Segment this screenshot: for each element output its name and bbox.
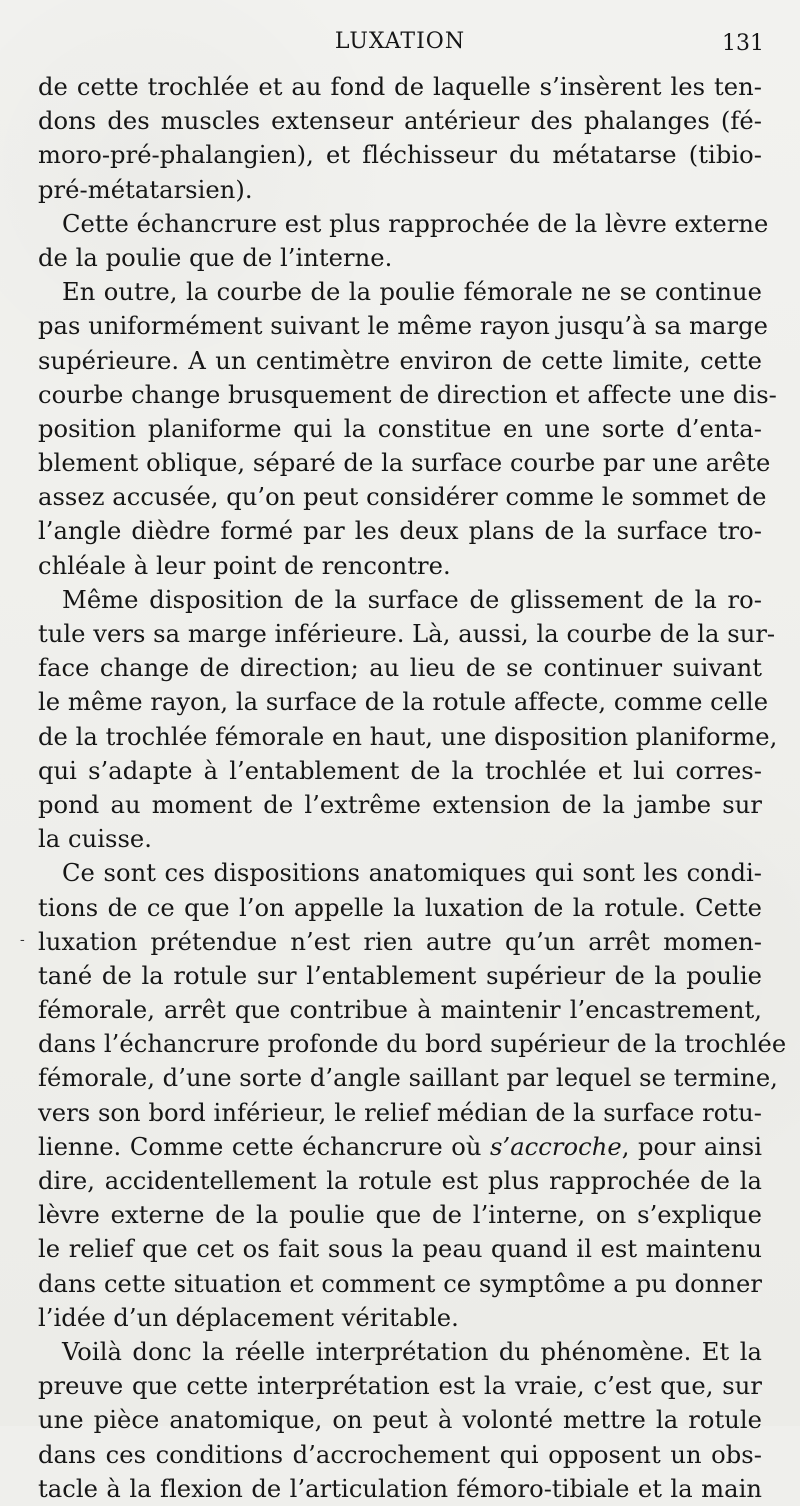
text-line: l’angle dièdre formé par les deux plans de la surface tro- bbox=[38, 517, 762, 546]
text-line: le même rayon, la surface de la rotule affecte, comme celle bbox=[38, 688, 769, 717]
text-line: tions de ce que l’on appelle la luxation de la rotule. Cette bbox=[38, 893, 762, 922]
text-line: la cuisse. bbox=[38, 825, 153, 854]
text-line: assez accusée, qu’on peut considérer comme le sommet de bbox=[38, 483, 767, 512]
text-line: vers son bord inférieur, le relief médian de la surface rotu- bbox=[38, 1098, 762, 1127]
page-number: 131 bbox=[722, 31, 764, 56]
text-line: pré-métatarsien). bbox=[38, 175, 253, 204]
text-line: luxation prétendue n’est rien autre qu’un arrêt momen- bbox=[38, 927, 762, 956]
margin-mark: - bbox=[20, 932, 25, 948]
text-line: de la poulie que de l’interne. bbox=[38, 243, 393, 272]
text-line: l’idée d’un déplacement véritable. bbox=[38, 1303, 459, 1332]
text-line: de cette trochlée et au fond de laquelle s’insèrent les ten- bbox=[38, 73, 762, 101]
text-line: preuve que cette interprétation est la vraie, c’est que, sur bbox=[38, 1372, 762, 1401]
text-line: une pièce anatomique, on peut à volonté mettre la rotule bbox=[38, 1406, 762, 1435]
text-line: dans ces conditions d’accrochement qui opposent un obs- bbox=[38, 1440, 762, 1469]
text-line: tule vers sa marge inférieure. Là, aussi, la courbe de la sur- bbox=[38, 620, 776, 648]
running-head bbox=[0, 31, 800, 61]
text-line: dans cette situation et comment ce symptôme a pu donner bbox=[38, 1269, 762, 1298]
text-line: blement oblique, séparé de la surface courbe par une arête bbox=[38, 449, 771, 478]
text-line: pond au moment de l’extrême extension de la jambe sur bbox=[38, 790, 762, 819]
running-title: LUXATION bbox=[334, 29, 466, 54]
text-fragment: lienne. Comme cette échancrure où bbox=[38, 1132, 491, 1161]
text-line: supérieure. A un centimètre environ de cette limite, cette bbox=[38, 346, 762, 375]
text-line: En outre, la courbe de la poulie fémorale ne se continue bbox=[62, 278, 762, 307]
text-line: fémorale, arrêt que contribue à maintenir l’encastrement, bbox=[38, 996, 762, 1025]
text-line: face change de direction; au lieu de se continuer suivant bbox=[38, 654, 762, 683]
text-line: Voilà donc la réelle interprétation du phénomène. Et la bbox=[62, 1337, 762, 1366]
text-line bbox=[38, 1130, 762, 1164]
text-line: dons des muscles extenseur antérieur des phalanges (fé- bbox=[38, 107, 762, 136]
text-line: Ce sont ces dispositions anatomiques qui sont les condi- bbox=[62, 859, 762, 888]
text-line: tacle à la flexion de l’articulation fémoro-tibiale et la main bbox=[38, 1474, 762, 1503]
text-line: de la trochlée fémorale en haut, une disposition planiforme, bbox=[38, 722, 778, 751]
text-line: dans l’échancrure profonde du bord supérieur de la trochlée bbox=[38, 1030, 787, 1059]
page-body bbox=[38, 70, 787, 1506]
text-fragment: , pour ainsi bbox=[621, 1132, 763, 1161]
text-line: Cette échancrure est plus rapprochée de la lèvre externe bbox=[62, 209, 769, 238]
text-line: courbe change brusquement de direction et affecte une dis- bbox=[38, 380, 777, 409]
text-line: fémorale, d’une sorte d’angle saillant par lequel se termine, bbox=[38, 1064, 778, 1093]
text-line: dire, accidentellement la rotule est plus rapprochée de la bbox=[38, 1167, 762, 1195]
text-line: lèvre externe de la poulie que de l’interne, on s’explique bbox=[38, 1201, 762, 1230]
text-line: position planiforme qui la constitue en une sorte d’enta- bbox=[38, 414, 762, 443]
text-line: tané de la rotule sur l’entablement supérieur de la poulie bbox=[38, 961, 762, 990]
text-line: moro-pré-phalangien), et fléchisseur du métatarse (tibio- bbox=[38, 141, 762, 170]
text-line: chléale à leur point de rencontre. bbox=[38, 551, 451, 580]
text-line: Même disposition de la surface de glissement de la ro- bbox=[62, 585, 762, 614]
text-line: le relief que cet os fait sous la peau quand il est maintenu bbox=[38, 1235, 762, 1264]
text-line: qui s’adapte à l’entablement de la trochlée et lui corres- bbox=[38, 756, 762, 785]
text-line: pas uniformément suivant le même rayon jusqu’à sa marge bbox=[38, 312, 768, 341]
italic-fragment: s’accroche bbox=[490, 1132, 622, 1161]
